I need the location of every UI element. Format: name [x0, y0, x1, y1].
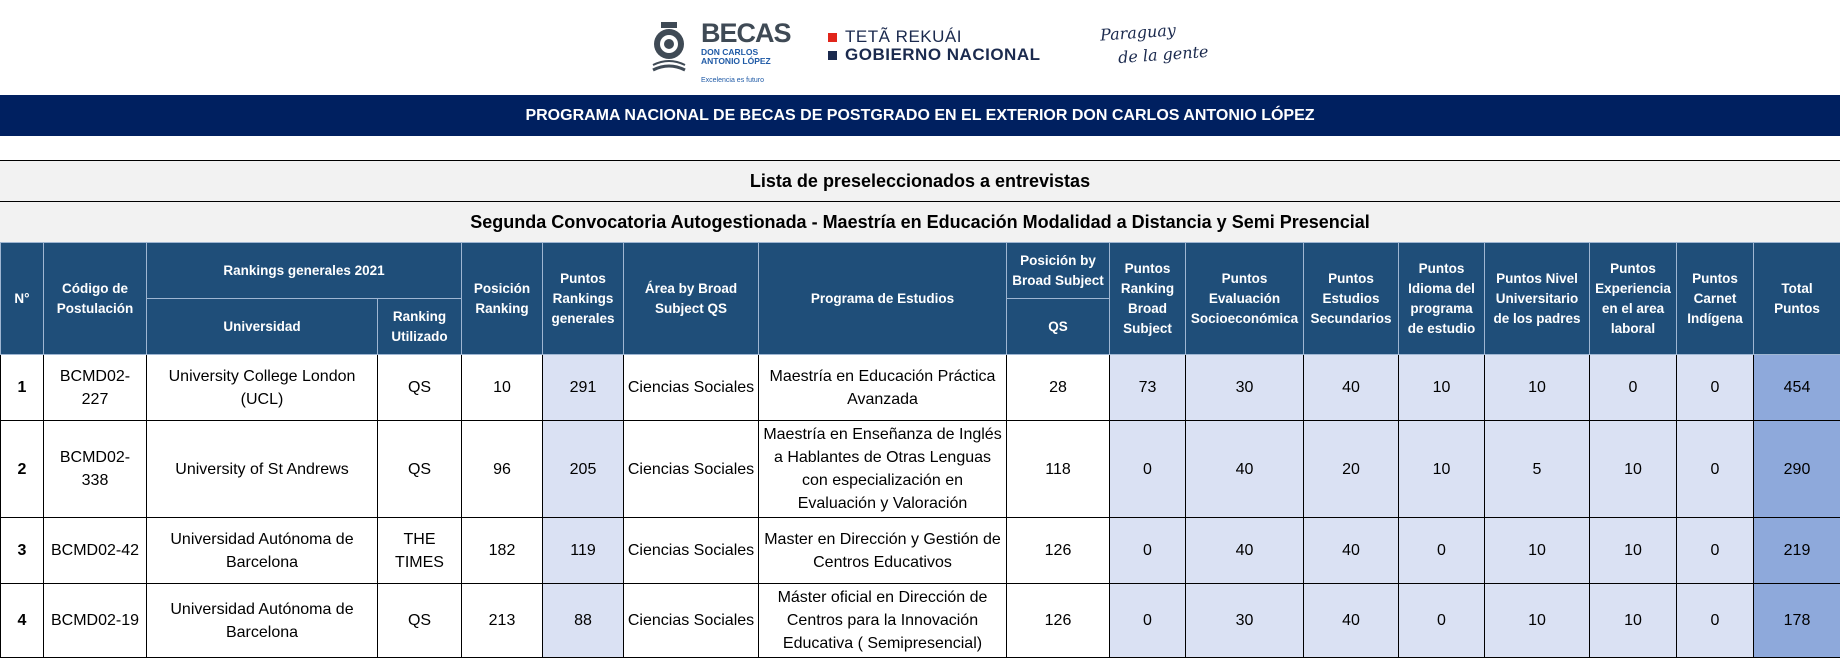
preselection-table [0, 242, 1840, 658]
cell-ranking: QS [378, 584, 462, 658]
cell-puntos-rank: 291 [543, 355, 624, 421]
cell-puntos-rank: 119 [543, 518, 624, 584]
cell-programa: Máster oficial en Dirección de Centros para la Innovación Educativa ( Semipresencial) [759, 584, 1007, 658]
cell-codigo: BCMD02-338 [44, 421, 147, 518]
blue-square-icon [828, 51, 837, 60]
table-row [1, 421, 1840, 518]
teta-logo-line2: GOBIERNO NACIONAL [845, 45, 1041, 65]
header-puntos-broad: Puntos Ranking Broad Subject [1110, 243, 1186, 355]
cell-ranking: QS [378, 421, 462, 518]
cell-puntos-broad: 0 [1110, 421, 1186, 518]
cell-pos-broad: 118 [1007, 421, 1110, 518]
cell-experiencia: 0 [1590, 355, 1677, 421]
cell-socio: 30 [1186, 355, 1304, 421]
cell-universidad: Universidad Autónoma de Barcelona [147, 584, 378, 658]
header-ranking-utilizado: Ranking Utilizado [378, 299, 462, 355]
cell-socio: 30 [1186, 584, 1304, 658]
program-banner: PROGRAMA NACIONAL DE BECAS DE POSTGRADO EN EL EXTERIOR DON CARLOS ANTONIO LÓPEZ [0, 95, 1840, 136]
cell-codigo: BCMD02-227 [44, 355, 147, 421]
cell-total: 178 [1754, 584, 1840, 658]
cell-carnet: 0 [1677, 518, 1754, 584]
cell-ranking: QS [378, 355, 462, 421]
cell-pos-broad: 126 [1007, 518, 1110, 584]
list-title: Lista de preseleccionados a entrevistas [0, 160, 1840, 201]
cell-pos-broad: 126 [1007, 584, 1110, 658]
cell-puntos-broad: 73 [1110, 355, 1186, 421]
becas-seal-icon [645, 20, 693, 74]
cell-secundarios: 40 [1304, 355, 1399, 421]
cell-experiencia: 10 [1590, 421, 1677, 518]
cell-secundarios: 20 [1304, 421, 1399, 518]
cell-programa: Maestría en Enseñanza de Inglés a Hablantes de Otras Lenguas con especialización en Evaluación y Valoración [759, 421, 1007, 518]
cell-socio: 40 [1186, 518, 1304, 584]
header-universidad: Universidad [147, 299, 378, 355]
header-carnet: Puntos Carnet Indígena [1677, 243, 1754, 355]
cell-universidad: University College London (UCL) [147, 355, 378, 421]
header-socio: Puntos Evaluación Socioeconómica [1186, 243, 1304, 355]
becas-logo [645, 18, 770, 76]
header-experiencia: Puntos Experiencia en el area laboral [1590, 243, 1677, 355]
paraguay-logo-line2: de la gente [1117, 42, 1209, 67]
header-secundarios: Puntos Estudios Secundarios [1304, 243, 1399, 355]
table-row [1, 518, 1840, 584]
header-idioma: Puntos Idioma del programa de estudio [1399, 243, 1485, 355]
cell-total: 454 [1754, 355, 1840, 421]
cell-codigo: BCMD02-19 [44, 584, 147, 658]
cell-posicion: 96 [462, 421, 543, 518]
cell-socio: 40 [1186, 421, 1304, 518]
cell-universidad: University of St Andrews [147, 421, 378, 518]
cell-area: Ciencias Sociales [624, 421, 759, 518]
cell-codigo: BCMD02-42 [44, 518, 147, 584]
cell-puntos-rank: 88 [543, 584, 624, 658]
cell-padres: 10 [1485, 584, 1590, 658]
cell-secundarios: 40 [1304, 518, 1399, 584]
header-num: N° [1, 243, 44, 355]
cell-programa: Master en Dirección y Gestión de Centros Educativos [759, 518, 1007, 584]
paraguay-de-la-gente-logo [1100, 20, 1190, 70]
cell-programa: Maestría en Educación Práctica Avanzada [759, 355, 1007, 421]
table-row [1, 584, 1840, 658]
cell-carnet: 0 [1677, 355, 1754, 421]
header-area: Área by Broad Subject QS [624, 243, 759, 355]
header-posicion-broad: Posición by Broad Subject [1007, 243, 1110, 299]
cell-puntos-broad: 0 [1110, 518, 1186, 584]
header-qs: QS [1007, 299, 1110, 355]
cell-secundarios: 40 [1304, 584, 1399, 658]
cell-area: Ciencias Sociales [624, 584, 759, 658]
call-subtitle: Segunda Convocatoria Autogestionada - Maestría en Educación Modalidad a Distancia y Semi Presencial [0, 201, 1840, 242]
becas-logo-tagline: Excelencia es futuro [701, 77, 764, 84]
cell-total: 290 [1754, 421, 1840, 518]
header-posicion-ranking: Posición Ranking [462, 243, 543, 355]
paraguay-logo-line1: Paraguay [1099, 20, 1176, 44]
cell-universidad: Universidad Autónoma de Barcelona [147, 518, 378, 584]
cell-idioma: 10 [1399, 355, 1485, 421]
becas-logo-title: BECAS [701, 20, 791, 47]
cell-puntos-broad: 0 [1110, 584, 1186, 658]
cell-idioma: 0 [1399, 518, 1485, 584]
cell-num: 4 [1, 584, 44, 658]
header-codigo: Código de Postulación [44, 243, 147, 355]
cell-idioma: 10 [1399, 421, 1485, 518]
cell-posicion: 10 [462, 355, 543, 421]
cell-padres: 5 [1485, 421, 1590, 518]
cell-experiencia: 10 [1590, 584, 1677, 658]
cell-padres: 10 [1485, 518, 1590, 584]
cell-num: 3 [1, 518, 44, 584]
teta-logo-line1: TETÃ REKUÁI [845, 27, 962, 47]
cell-total: 219 [1754, 518, 1840, 584]
teta-rekuai-logo [828, 28, 1041, 68]
header-puntos-rankings: Puntos Rankings generales [543, 243, 624, 355]
cell-carnet: 0 [1677, 584, 1754, 658]
header-programa: Programa de Estudios [759, 243, 1007, 355]
cell-num: 1 [1, 355, 44, 421]
cell-area: Ciencias Sociales [624, 355, 759, 421]
cell-pos-broad: 28 [1007, 355, 1110, 421]
cell-area: Ciencias Sociales [624, 518, 759, 584]
header-rankings-group: Rankings generales 2021 [147, 243, 462, 299]
cell-idioma: 0 [1399, 584, 1485, 658]
table-row [1, 355, 1840, 421]
cell-puntos-rank: 205 [543, 421, 624, 518]
cell-ranking: THE TIMES [378, 518, 462, 584]
cell-padres: 10 [1485, 355, 1590, 421]
becas-logo-subtitle: DON CARLOS ANTONIO LÓPEZ [701, 48, 781, 66]
header-padres: Puntos Nivel Universitario de los padres [1485, 243, 1590, 355]
cell-carnet: 0 [1677, 421, 1754, 518]
cell-posicion: 182 [462, 518, 543, 584]
header-total: Total Puntos [1754, 243, 1840, 355]
cell-posicion: 213 [462, 584, 543, 658]
red-square-icon [828, 33, 837, 42]
cell-experiencia: 10 [1590, 518, 1677, 584]
cell-num: 2 [1, 421, 44, 518]
logo-bar [0, 0, 1840, 95]
